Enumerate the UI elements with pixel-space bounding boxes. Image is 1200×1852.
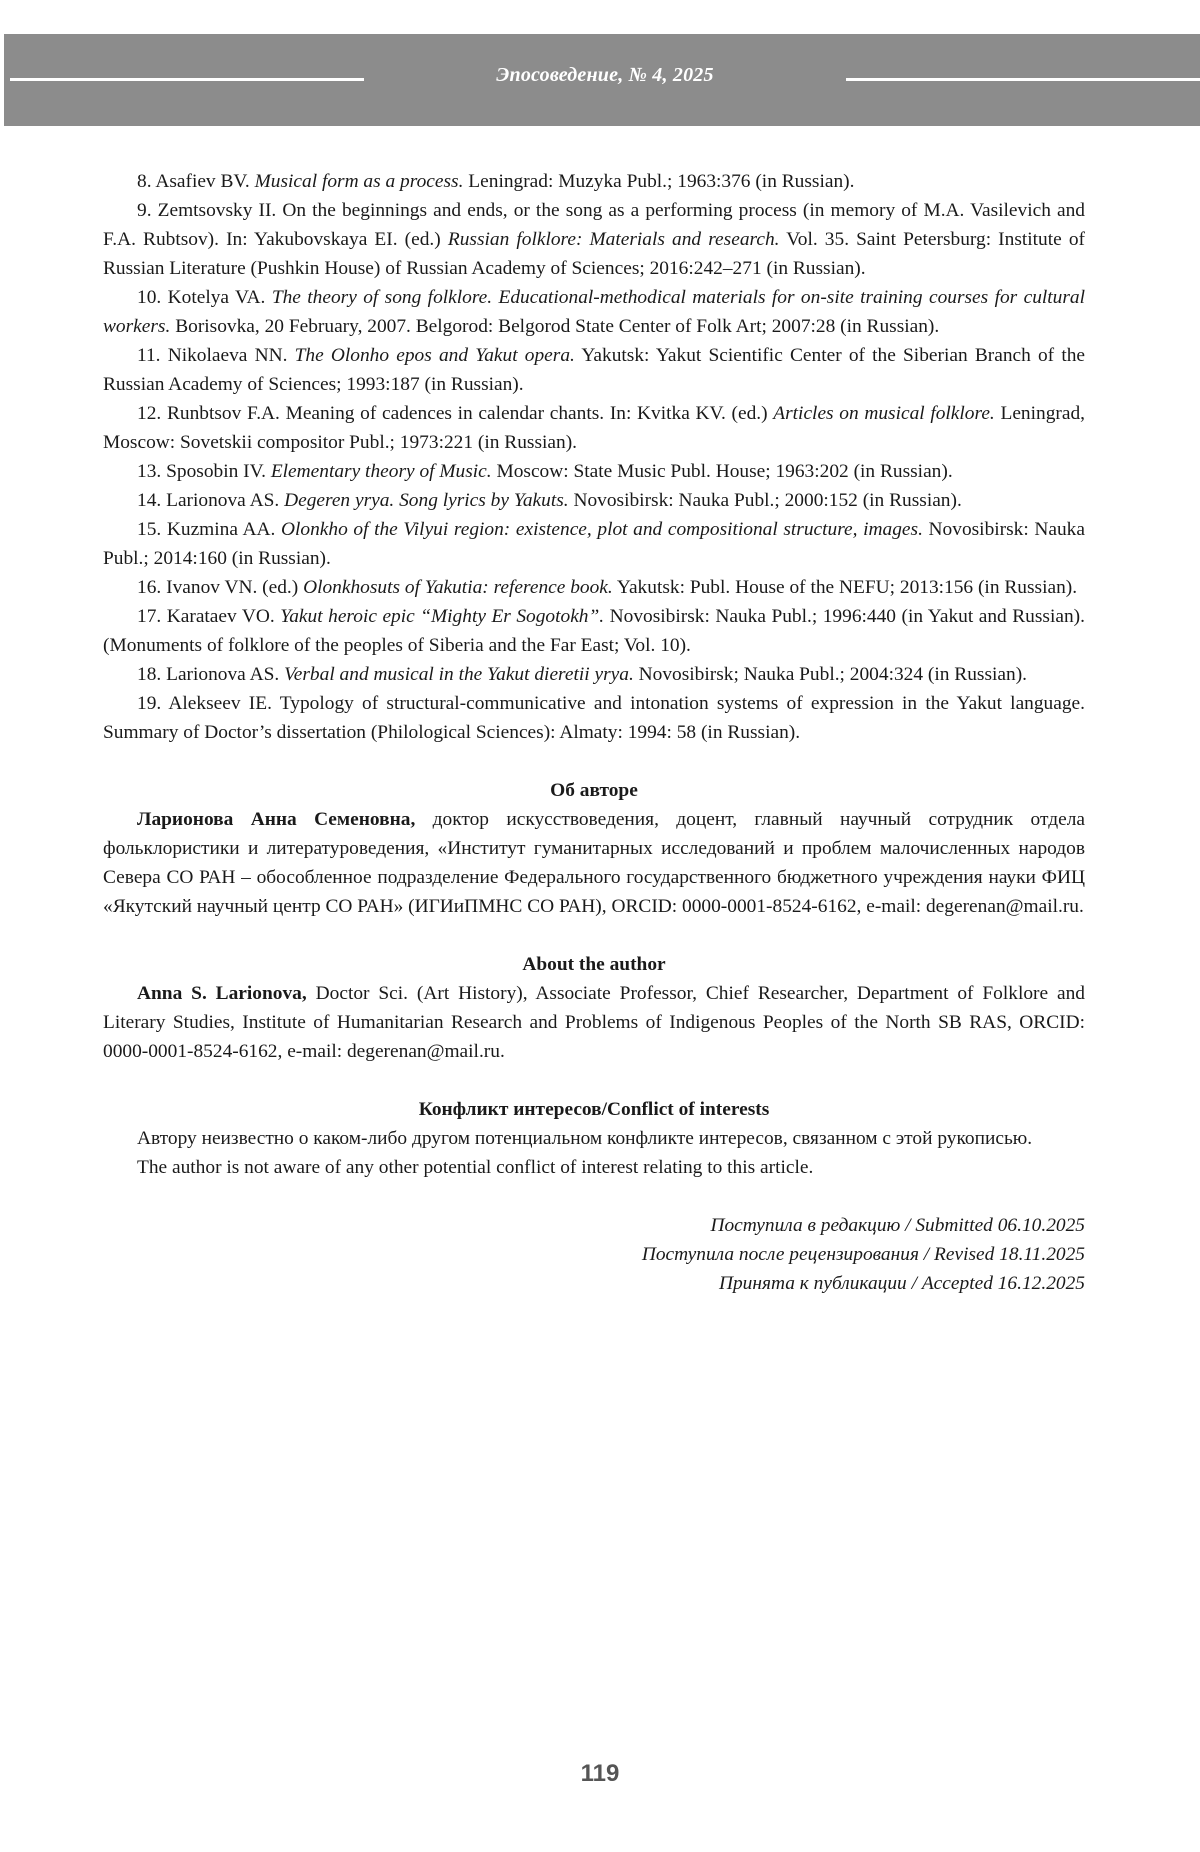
submitted-date: Поступила в редакцию / Submitted 06.10.2025	[710, 1215, 1085, 1236]
reference-item: 12. Runbtsov F.A. Meaning of cadences in calendar chants. In: Kvitka KV. (ed.) Articles on musical folklore. Leningrad, Moscow: Sovetskii compositor Publ.; 1973:221 (in Russian).	[103, 403, 1085, 453]
accepted-date: Принята к публикации / Accepted 16.12.2025	[718, 1273, 1085, 1294]
journal-issue-title: Эпосоведение, № 4, 2025	[496, 64, 714, 86]
author-bio-ru: Ларионова Анна Семеновна, доктор искусствоведения, доцент, главный научный сотрудник отдела фольклористики и литературоведения, «Институт гуманитарных исследований и проблем малочисленных народов Севера СО РАН – обособленное подразделение Федерального государственного бюджетного учреждения науки ФИЦ «Якутский научный центр СО РАН» (ИГИиПМНС СО РАН), ORCID: 0000-0001-8524-6162, e-mail: degerenan@mail.ru.	[103, 809, 1085, 917]
running-header	[4, 34, 1200, 126]
reference-item: 8. Asafiev BV. Musical form as a process. Leningrad: Muzyka Publ.; 1963:376 (in Russian).	[137, 171, 855, 192]
about-author-ru	[103, 776, 1085, 921]
section-heading: About the author	[522, 954, 666, 975]
page-body	[103, 167, 1085, 1298]
revised-date: Поступила после рецензирования / Revised 18.11.2025	[641, 1244, 1085, 1265]
conflict-text-ru: Автору неизвестно о каком-либо другом потенциальном конфликте интересов, связанном с этой рукописью.	[137, 1128, 1033, 1149]
about-author-en	[103, 950, 1085, 1066]
reference-item: 18. Larionova AS. Verbal and musical in the Yakut dieretii yrya. Novosibirsk; Nauka Publ.; 2004:324 (in Russian).	[137, 664, 1027, 685]
reference-item: 11. Nikolaeva NN. The Olonho epos and Yakut opera. Yakutsk: Yakut Scientific Center of the Siberian Branch of the Russian Academy of Sciences; 1993:187 (in Russian).	[103, 345, 1086, 395]
reference-item: 16. Ivanov VN. (ed.) Olonkhosuts of Yakutia: reference book. Yakutsk: Publ. House of the NEFU; 2013:156 (in Russian).	[137, 577, 1078, 598]
section-heading: Об авторе	[550, 780, 638, 801]
reference-item: 14. Larionova AS. Degeren yrya. Song lyrics by Yakuts. Novosibirsk: Nauka Publ.; 2000:152 (in Russian).	[137, 490, 962, 511]
conflict-of-interests	[103, 1095, 1085, 1182]
reference-item: 10. Kotelya VA. The theory of song folklore. Educational-methodical materials for on-site training courses for cultural workers. Borisovka, 20 February, 2007. Belgorod: Belgorod State Center of Folk Art; 2007:28 (in Russian).	[103, 287, 1085, 337]
header-rule-right	[846, 78, 1200, 81]
reference-list	[103, 167, 1085, 747]
reference-item: 13. Sposobin IV. Elementary theory of Music. Moscow: State Music Publ. House; 1963:202 (in Russian).	[137, 461, 953, 482]
section-heading: Конфликт интересов/Conflict of interests	[418, 1099, 770, 1120]
author-name: Anna S. Larionova,	[137, 983, 307, 1004]
header-rule-left	[10, 78, 364, 81]
reference-item: 17. Karataev VO. Yakut heroic epic “Mighty Er Sogotokh”. Novosibirsk: Nauka Publ.; 1996:440 (in Yakut and Russian). (Monuments of folklore of the peoples of Siberia and the Far East; Vol. 10).	[103, 606, 1085, 656]
author-bio-en: Anna S. Larionova, Doctor Sci. (Art History), Associate Professor, Chief Researcher, Department of Folklore and Literary Studies, Institute of Humanitarian Research and Problems of Indigenous Peoples of the North SB RAS, ORCID: 0000-0001-8524-6162, e-mail: degerenan@mail.ru.	[103, 983, 1085, 1062]
reference-item: 15. Kuzmina AA. Olonkho of the Vilyui region: existence, plot and compositional structure, images. Novosibirsk: Nauka Publ.; 2014:160 (in Russian).	[103, 519, 1085, 569]
page-number: 119	[580, 1760, 620, 1787]
article-dates	[103, 1211, 1085, 1298]
reference-item: 19. Alekseev IE. Typology of structural-communicative and intonation systems of expression in the Yakut language. Summary of Doctor’s dissertation (Philological Sciences): Almaty: 1994: 58 (in Russian).	[103, 693, 1086, 743]
reference-item: 9. Zemtsovsky II. On the beginnings and ends, or the song as a performing process (in memory of M.A. Vasilevich and F.A. Rubtsov). In: Yakubovskaya EI. (ed.) Russian folklore: Materials and research. Vol. 35. Saint Petersburg: Institute of Russian Literature (Pushkin House) of Russian Academy of Sciences; 2016:242–271 (in Russian).	[103, 200, 1085, 279]
author-name: Ларионова Анна Семеновна,	[137, 809, 416, 830]
conflict-text-en: The author is not aware of any other potential conflict of interest relating to this article.	[137, 1157, 814, 1178]
